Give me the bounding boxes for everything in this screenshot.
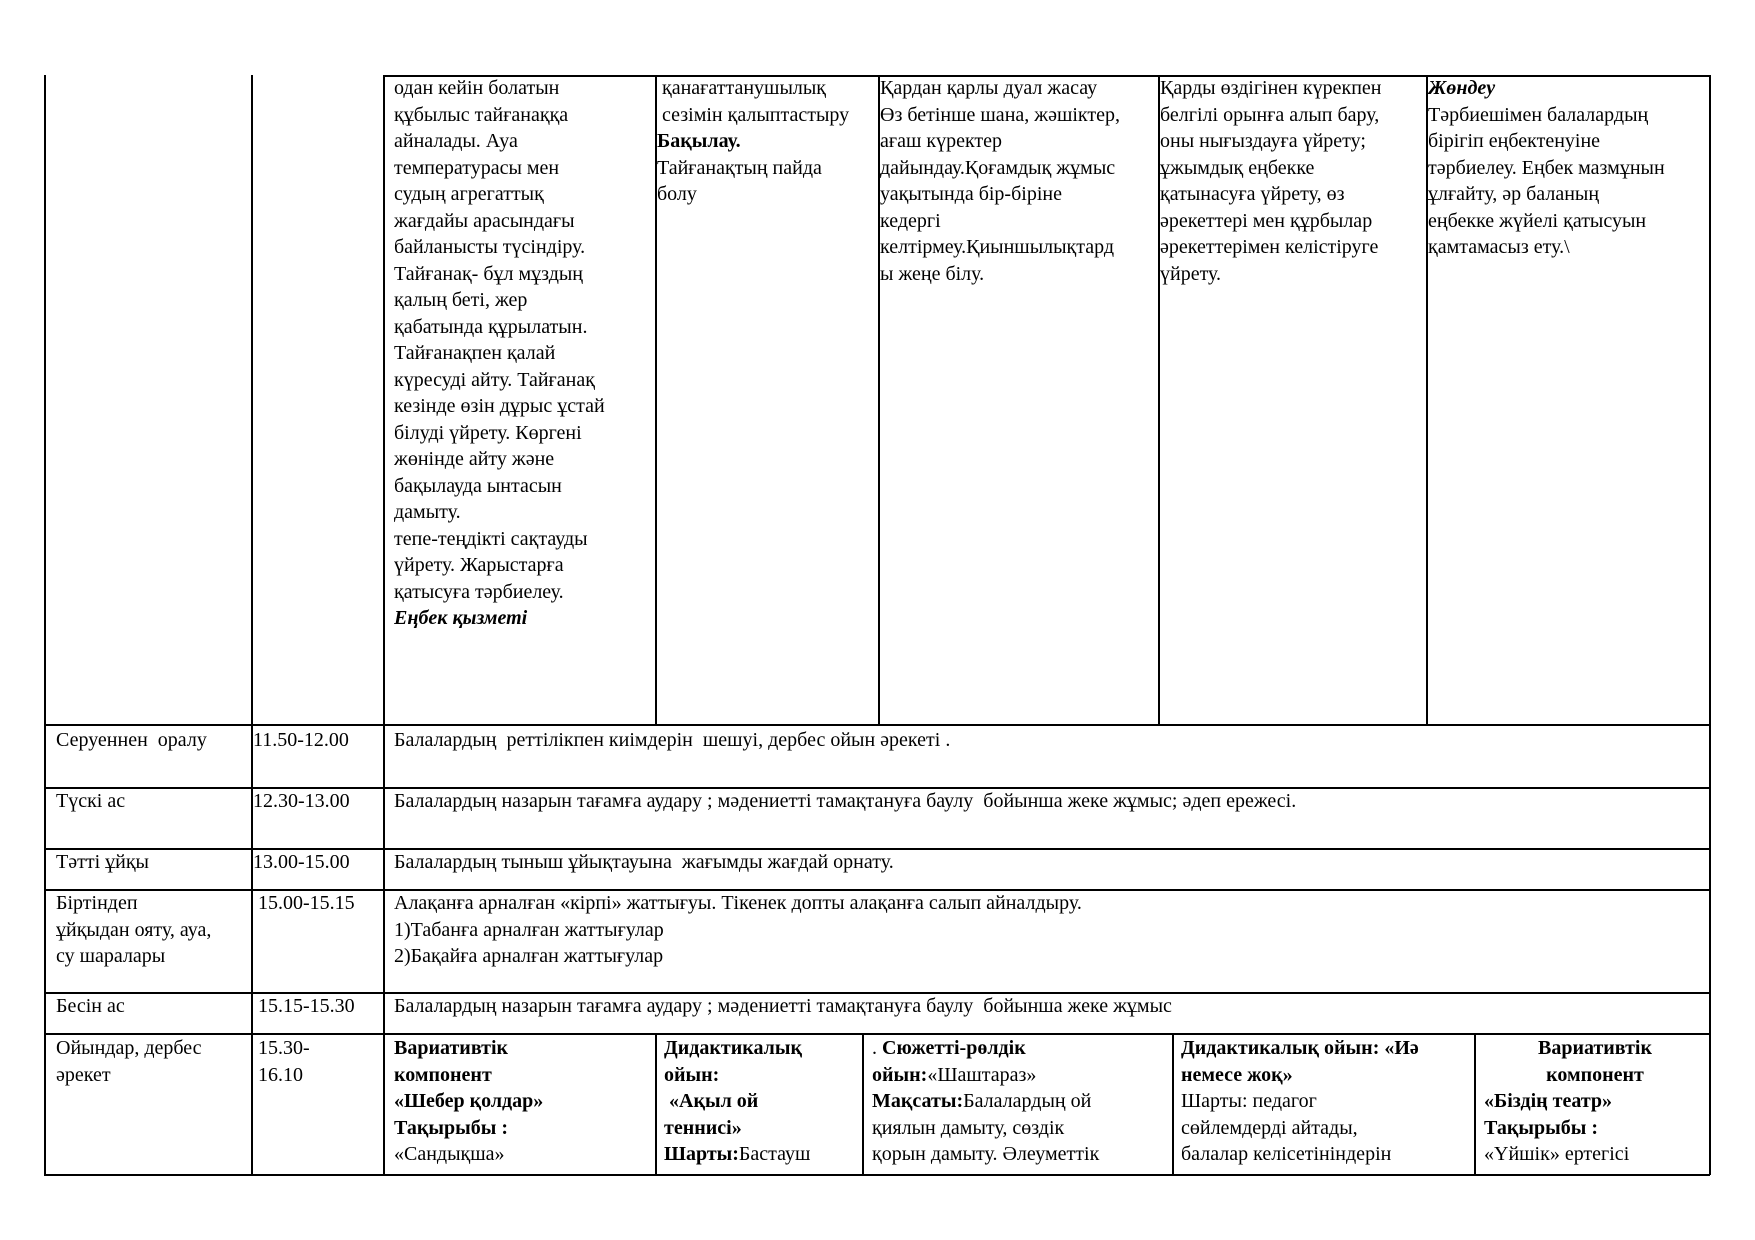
repair-heading: Жөндеу [1428, 77, 1496, 99]
text-line: қанағаттанушылық [657, 77, 827, 99]
text-line: келтірмеу.Қиыншылықтард [880, 236, 1115, 258]
observation-cell [657, 75, 877, 720]
row-time [253, 890, 381, 990]
game-type-label: Сюжетті-рөлдік [882, 1037, 1026, 1059]
text-line: бірігіп еңбектенуіне [1428, 130, 1601, 152]
table-left-border [44, 75, 46, 1175]
text-line: қамтамасыз ету.\ [1428, 236, 1570, 258]
games-our-theatre [1484, 1035, 1706, 1171]
row-line-1 [44, 724, 1710, 726]
row-label-text: Тәтті ұйқы [56, 851, 149, 873]
row-label-text: әрекет [56, 1063, 111, 1086]
row-time-text: 13.00-15.00 [253, 851, 350, 873]
text-line: Тайғанақ- бұл мұздың [394, 262, 584, 285]
text-line [872, 1035, 1170, 1062]
text-line: еңбекке жүйелі қатысуын [1428, 209, 1647, 232]
text-line: тәрбиелеу. Еңбек мазмұнын [1428, 156, 1665, 179]
text-line: байланысты түсіндіру. [394, 236, 586, 258]
row-label-text: Біртіндеп [56, 892, 138, 914]
row-time-text: 15.00-15.15 [253, 892, 355, 914]
row-time [253, 849, 381, 887]
text-line: әрекеттері мен құрбылар [1160, 209, 1373, 232]
text-line: дамыту. [394, 501, 461, 523]
row-content-text: Балалардың реттілікпен киімдерін шешуі, дербес ойын әрекеті . [394, 729, 951, 751]
games-col-divider-3 [862, 1033, 864, 1175]
row-content-text: Балалардың тыныш ұйықтауына жағымды жағдай орнату. [394, 851, 894, 873]
row-time-text: 15.30- [253, 1037, 310, 1059]
walk-observation-cell [394, 75, 652, 720]
text-line: оны нығыздауға үйрету; [1160, 130, 1366, 152]
row-time [253, 788, 381, 846]
game-name: «Шаштараз» [927, 1063, 1037, 1086]
games-col-divider-2 [655, 1033, 657, 1175]
rule-label: Шарты: [664, 1143, 739, 1165]
text-line: Тайғанақпен қалай [394, 342, 556, 364]
text-line: «Үйшік» ертегісі [1484, 1143, 1630, 1165]
goal-text: Балалардың ой [963, 1090, 1092, 1112]
text-line: балалар келісетініндерін [1181, 1143, 1392, 1165]
text-line: күресуді айту. Тайғанақ [394, 368, 595, 391]
game-label: ойын: [872, 1063, 928, 1086]
text-line: қиялын дамыту, сөздік [872, 1116, 1065, 1139]
text-line: Тақырыбы : [394, 1116, 508, 1139]
text-line: білуді үйрету. Көргені [394, 421, 582, 444]
text-line [872, 1088, 1170, 1115]
goal-label: Мақсаты: [872, 1090, 964, 1112]
text-line: сезімін қалыптастыру [657, 103, 850, 126]
text-line: қабатында құрылатын. [394, 315, 588, 338]
row-content-text: 1)Табанға арналған жаттығулар [394, 918, 664, 941]
games-time [253, 1035, 381, 1171]
row-time-text: 16.10 [253, 1063, 303, 1086]
row-time-text: 15.15-15.30 [253, 995, 355, 1017]
text-line: Тайғанақтың пайда [657, 156, 822, 179]
row-content-text: 2)Бақайға арналған жаттығулар [394, 945, 664, 967]
text-line: Шарты: педагог [1181, 1090, 1317, 1112]
repair-cell [1428, 75, 1708, 720]
text-line: «Біздің театр» [1484, 1090, 1613, 1112]
text-line: ойын: [664, 1063, 720, 1086]
text-line: қатынасуға үйрету, өз [1160, 183, 1345, 205]
row-content [394, 849, 1704, 887]
text-line: Дидактикалық ойын: «Иә [1181, 1037, 1419, 1059]
row-label-text: су шаралары [56, 945, 166, 967]
text-line: қатысуға тәрбиелеу. [394, 580, 564, 603]
text-line: ұлғайту, әр баланың [1428, 183, 1600, 205]
rule-text: Бастауш [738, 1143, 811, 1165]
text-line: қалың беті, жер [394, 289, 528, 311]
text-line: уақытында бір-біріне [880, 183, 1062, 205]
row-time-text: 11.50-12.00 [253, 729, 349, 751]
text-line: Дидактикалық [664, 1037, 803, 1059]
text-line: Тақырыбы : [1484, 1116, 1598, 1139]
text-line: Қарды өздігінен күрекпен [1160, 77, 1382, 99]
text-line [664, 1141, 860, 1168]
text-line: компонент [394, 1063, 492, 1086]
table-bottom-border [44, 1174, 1710, 1176]
text-line: ұжымдық еңбекке [1160, 156, 1315, 179]
text-line: үйрету. Жарыстарға [394, 554, 564, 576]
games-col-divider-4 [1172, 1033, 1174, 1175]
row-time-text: 12.30-13.00 [253, 790, 350, 812]
row-time [253, 993, 381, 1031]
row-label [56, 727, 246, 785]
text-line: құбылыс тайғанаққа [394, 103, 569, 126]
row-label [56, 993, 246, 1031]
text-line: сөйлемдерді айтады, [1181, 1116, 1358, 1139]
text-line: «Шебер қолдар» [394, 1090, 544, 1112]
row-label-text: ұйқыдан ояту, ауа, [56, 918, 212, 941]
row-content-text: Балалардың назарын тағамға аудару ; мәдениетті тамақтануға баулу бойынша жеке жұмыс [394, 995, 1172, 1017]
text-line: жөнінде айту және [394, 448, 555, 470]
row-content [394, 788, 1704, 846]
row-label-text: Түскі ас [56, 790, 126, 812]
games-variative-component [394, 1035, 652, 1171]
row-label [56, 890, 246, 990]
text-line: компонент [1546, 1063, 1644, 1086]
text-line: одан кейін болатын [394, 77, 560, 99]
row-content-text: Алақанға арналған «кірпі» жаттығуы. Тікенек допты алақанға салып айналдыру. [394, 892, 1082, 914]
text-line: ағаш күректер [880, 130, 1003, 152]
games-didactic-yes-no [1181, 1035, 1471, 1171]
text-line: «Ақыл ой [664, 1090, 759, 1112]
games-label [56, 1035, 246, 1171]
row-label-text: Серуеннен оралу [56, 729, 207, 751]
row-label-text: Бесін ас [56, 995, 125, 1017]
text-prefix: . [872, 1037, 882, 1059]
labor-activity-heading: Еңбек қызметі [394, 607, 528, 629]
text-line: температурасы мен [394, 156, 560, 179]
text-line: Қардан қарлы дуал жасау [880, 77, 1098, 99]
games-col-divider-5 [1474, 1033, 1476, 1175]
text-line: жағдайы арасындағы [394, 209, 575, 232]
row-content [394, 890, 1704, 990]
row-label-text: Ойындар, дербес [56, 1037, 202, 1059]
text-line: айналады. Ауа [394, 130, 518, 152]
text-line: теннисі» [664, 1116, 742, 1139]
observation-heading: Бақылау. [657, 130, 741, 152]
text-line: дайындау.Қоғамдық жұмыс [880, 156, 1116, 179]
text-line: Вариативтік [1537, 1037, 1653, 1059]
text-line: кезінде өзін дұрыс ұстай [394, 395, 605, 417]
text-line: болу [657, 183, 697, 205]
text-line: Вариативтік [394, 1037, 509, 1059]
games-role-play [872, 1035, 1170, 1171]
table-right-border [1709, 75, 1711, 1175]
text-line: «Сандықша» [394, 1143, 505, 1165]
snow-shovel-cell [1160, 75, 1425, 720]
text-line: судың агрегаттық [394, 183, 544, 205]
text-line [872, 1062, 1170, 1089]
text-line: қорын дамыту. Әлеуметтік [872, 1143, 1100, 1165]
row-content-text: Балалардың назарын тағамға аудару ; мәдениетті тамақтануға баулу бойынша жеке жұмыс; әдеп ережесі. [394, 790, 1297, 812]
row-content [394, 993, 1704, 1031]
row-content [394, 727, 1704, 785]
text-line: Тәрбиешімен балалардың [1428, 103, 1649, 126]
text-line: Өз бетінше шана, жәшіктер, [880, 103, 1120, 126]
text-line: белгілі орынға алып бару, [1160, 103, 1380, 126]
text-line: үйрету. [1160, 262, 1222, 285]
snow-wall-cell [880, 75, 1157, 720]
col-divider-time [383, 75, 385, 1175]
text-line: кедергі [880, 209, 941, 232]
row-label [56, 788, 246, 846]
text-line: әрекеттерімен келістіруге [1160, 236, 1379, 258]
text-line: немесе жоқ» [1181, 1063, 1293, 1086]
games-didactic-tennis [664, 1035, 860, 1171]
text-line: бақылауда ынтасын [394, 474, 562, 497]
text-line: тепе-теңдікті сақтауды [394, 527, 588, 550]
text-line: ы жеңе білу. [880, 262, 985, 285]
row-label [56, 849, 246, 887]
row-time [253, 727, 381, 785]
